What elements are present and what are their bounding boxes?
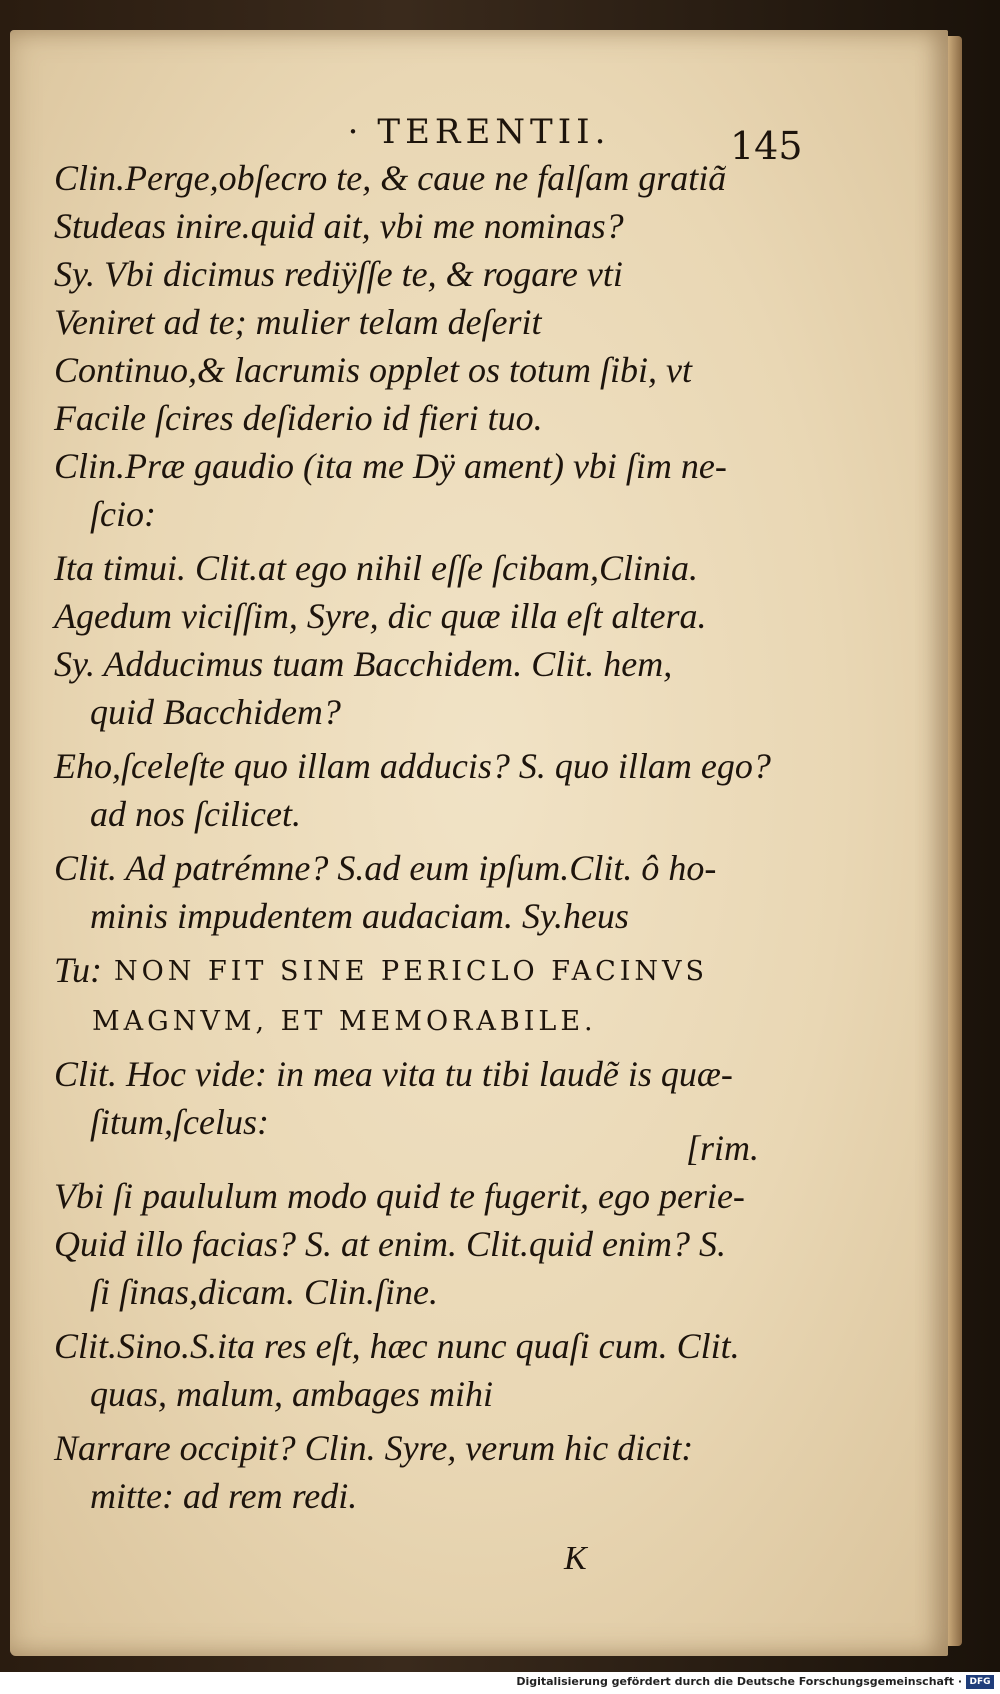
text-line: Ita timui. Clit.at ego nihil eſſe ſcibam,Clinia.	[54, 548, 698, 588]
text-line: quid Bacchidem?	[90, 692, 341, 732]
text-line: Clit. Hoc vide: in mea vita tu tibi laudẽ is quæ-	[54, 1054, 733, 1094]
text-line: Vbi ſi paululum modo quid te fugerit, ego perie-	[54, 1176, 745, 1216]
text-line: Continuo,& lacrumis opplet os totum ſibi, vt	[54, 350, 692, 390]
text-line: Quid illo facias? S. at enim. Clit.quid enim? S.	[54, 1224, 726, 1264]
running-head-title: TERENTII.	[377, 112, 611, 152]
text-line: Narrare occipit? Clin. Syre, verum hic dicit:	[54, 1428, 694, 1468]
text-line: ſitum,ſcelus:	[90, 1102, 269, 1142]
text-line: Clit. Ad patrémne? S.ad eum ipſum.Clit. ô ho-	[54, 848, 717, 888]
text-line: minis impudentem audaciam. Sy.heus	[90, 896, 629, 936]
text-line: ſi ſinas,dicam. Clin.ſine.	[90, 1272, 438, 1312]
catchword: K	[564, 1540, 587, 1577]
text-line: Sy. Vbi dicimus rediÿſſe te, & rogare vti	[54, 254, 623, 294]
page-edge	[948, 36, 962, 1646]
funding-credit: Digitalisierung gefördert durch die Deutsche Forschungsgemeinschaft ·	[516, 1675, 962, 1688]
text-line: Clit.Sino.S.ita res eſt, hæc nunc quaſi cum. Clit.	[54, 1326, 740, 1366]
text-line: [rim.	[686, 1128, 760, 1168]
footer-bar	[0, 1672, 1000, 1694]
book-page	[10, 30, 948, 1656]
text-line: Clin.Perge,obſecro te, & caue ne falſam gratiã	[54, 158, 727, 198]
emphasis-line: NON FIT SINE PERICLO FACINVS	[114, 956, 709, 987]
dfg-logo: DFG	[966, 1675, 994, 1689]
text-line: Facile ſcires deſiderio id fieri tuo.	[54, 398, 543, 438]
text-line: Veniret ad te; mulier telam deſerit	[54, 302, 542, 342]
text-line: Sy. Adducimus tuam Bacchidem. Clit. hem,	[54, 644, 673, 684]
page-number: 145	[730, 124, 803, 168]
text-line: ſcio:	[90, 494, 156, 534]
text-line: Agedum viciſſim, Syre, dic quæ illa eſt altera.	[54, 596, 707, 636]
text-line: ad nos ſcilicet.	[90, 794, 301, 834]
text-line: quas, malum, ambages mihi	[90, 1374, 493, 1414]
text-line: Clin.Præ gaudio (ita me Dÿ ament) vbi ſim ne-	[54, 446, 727, 486]
text-line: Studeas inire.quid ait, vbi me nominas?	[54, 206, 624, 246]
running-head-dot: ·	[347, 112, 364, 152]
text-line: mitte: ad rem redi.	[90, 1476, 358, 1516]
emphasis-line: MAGNVM, ET MEMORABILE.	[92, 1006, 597, 1037]
text-line: Tu:	[54, 950, 103, 990]
text-line: Eho,ſceleſte quo illam adducis? S. quo illam ego?	[54, 746, 771, 786]
running-head	[10, 112, 948, 152]
